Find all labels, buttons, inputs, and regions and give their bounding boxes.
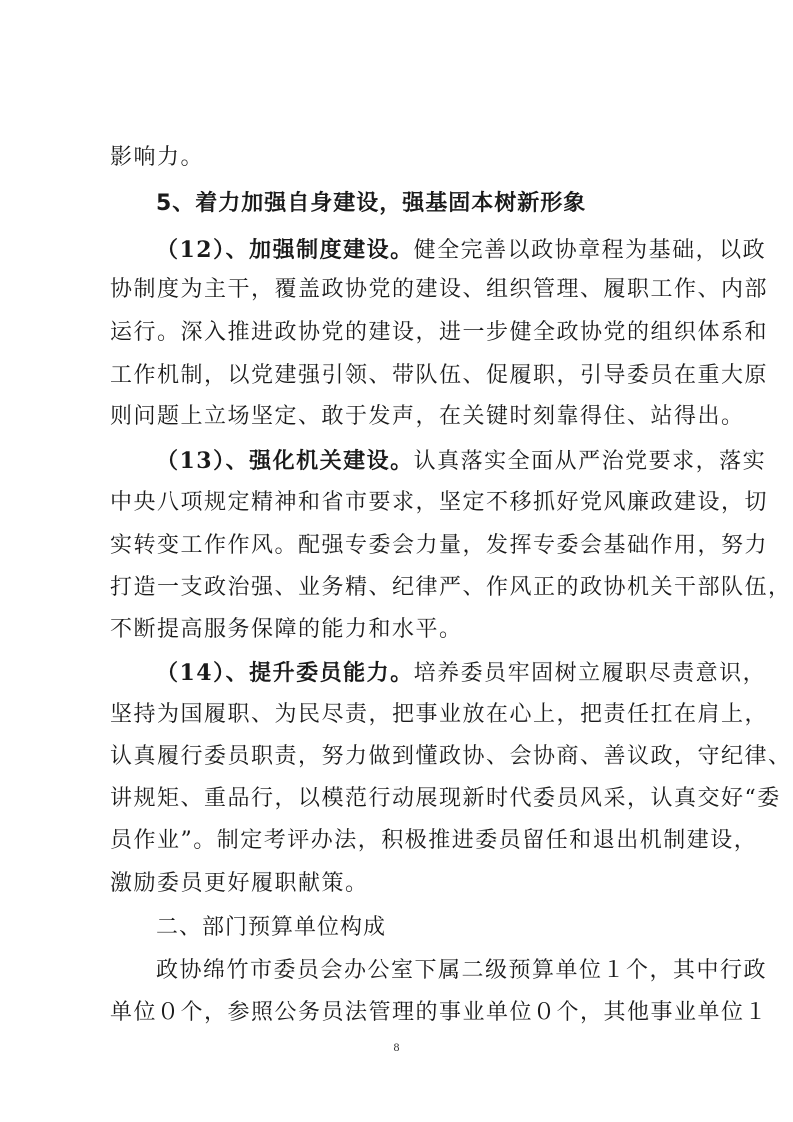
paragraph-text: 认真落实全面从严治党要求，落实 [413,449,767,474]
body-line: 则问题上立场坚定、敢于发声，在关键时刻靠得住、站得出。 [110,404,745,429]
paragraph-text: 健全完善以政协章程为基础，以政 [413,238,767,263]
body-line: 打造一支政治强、业务精、纪律严、作风正的政协机关干部队伍， [110,575,792,600]
paragraph-line [156,446,767,477]
body-line: 中央八项规定精神和省市要求，坚定不移抓好党风廉政建设，切 [110,490,769,515]
body-line: 影响力。 [110,145,205,170]
body-line: 员作业”。制定考评办法，积极推进委员留任和退出机制建设， [110,828,758,853]
body-line: 认真履行委员职责，努力做到懂政协、会协商、善议政，守纪律、 [110,744,792,769]
item-heading: （13）、强化机关建设。 [156,448,414,474]
item-heading: （14）、提升委员能力。 [156,660,414,686]
paragraph-line: 政协绵竹市委员会办公室下属二级预算单位１个，其中行政 [156,958,768,983]
body-line: 单位０个，参照公务员法管理的事业单位０个，其他事业单位１ [110,1000,769,1025]
section-heading: 二、部门预算单位构成 [156,915,387,940]
section-heading: 5、着力加强自身建设，强基固本树新形象 [156,191,587,216]
body-line: 讲规矩、重品行，以模范行动展现新时代委员风采，认真交好“委 [110,786,781,811]
body-line: 工作机制，以党建强引领、带队伍、促履职，引导委员在重大原 [110,363,769,388]
body-line: 运行。深入推进政协党的建设，进一步健全政协党的组织体系和 [110,320,769,345]
body-line: 坚持为国履职、为民尽责，把事业放在心上，把责任扛在肩上， [110,702,769,727]
body-line: 不断提高服务保障的能力和水平。 [110,617,463,642]
paragraph-text: 培养委员牢固树立履职尽责意识， [413,661,767,686]
paragraph-line [156,235,767,266]
item-heading: （12）、加强制度建设。 [156,237,414,263]
body-line: 协制度为主干，覆盖政协党的建设、组织管理、履职工作、内部 [110,277,769,302]
paragraph-line [156,658,767,689]
page-number: 8 [393,1040,400,1054]
body-line: 实转变工作作风。配强专委会力量，发挥专委会基础作用，努力 [110,533,769,558]
body-line: 激励委员更好履职献策。 [110,871,369,896]
